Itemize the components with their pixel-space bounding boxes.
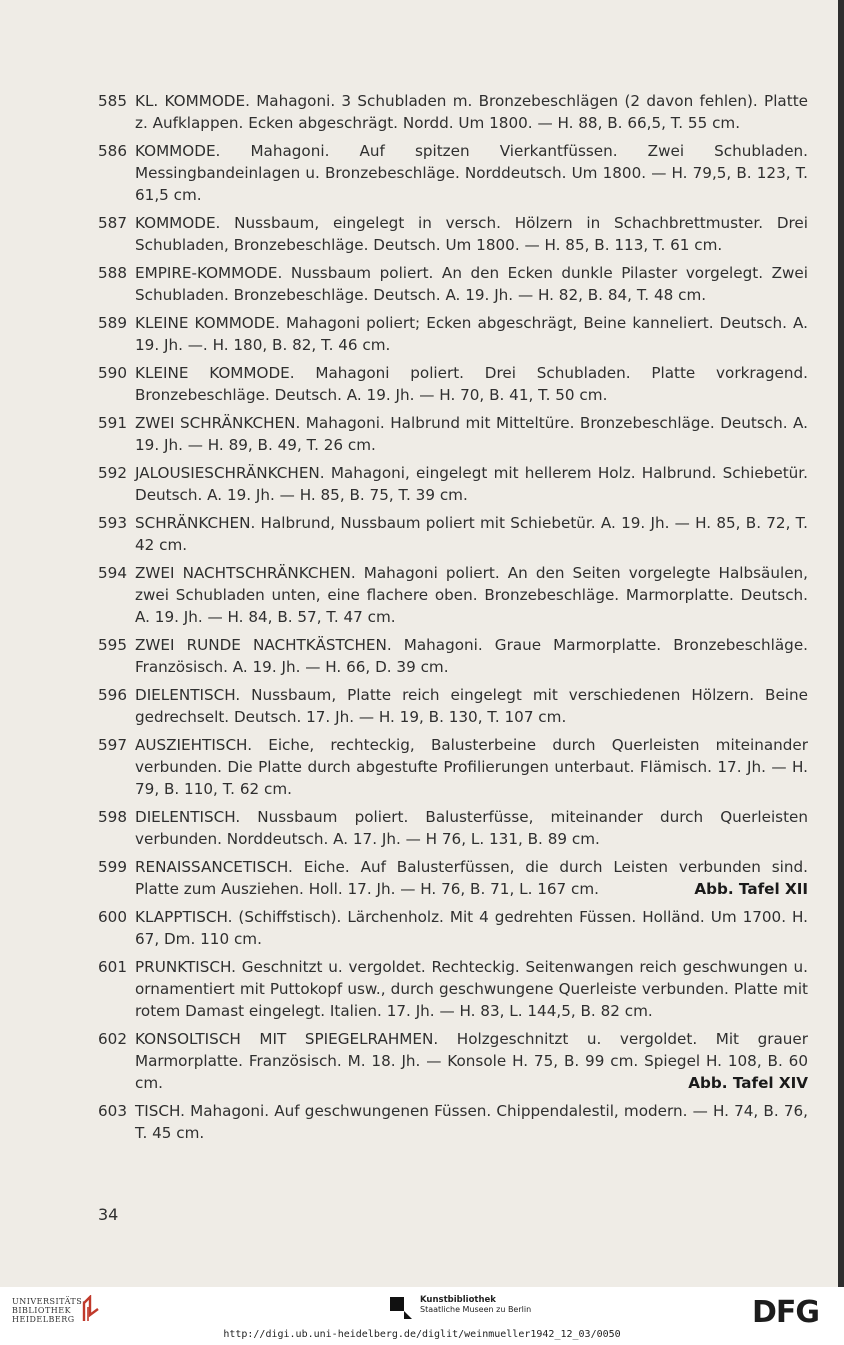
entry-text-block [135, 562, 808, 628]
dfg-logo[interactable]: DFG [752, 1295, 820, 1330]
heidelberg-emblem-icon [80, 1295, 102, 1323]
entry-description: SCHRÄNKCHEN. Halbrund, Nussbaum poliert mit Schiebetür. A. 19. Jh. — H. 85, B. 72, T. 42 cm. [135, 514, 808, 554]
entry-number: 595 [98, 636, 127, 654]
kunstbibliothek-label[interactable] [420, 1295, 531, 1315]
entry-number: 601 [98, 958, 127, 976]
entry-description: PRUNKTISCH. Geschnitzt u. vergoldet. Rechteckig. Seitenwangen reich geschwungen u. ornamentiert mit Puttokopf usw., durch geschwungene Querleiste verbunden. Platte mit rotem Damast eingelegt. Italien. 17. Jh. — H. 83, L. 144,5, B. 82 cm. [135, 958, 808, 1020]
entry-text-block [135, 1028, 808, 1094]
entry-number: 594 [98, 564, 127, 582]
entry-text-block [135, 362, 808, 406]
footer-bar [0, 1287, 844, 1345]
catalog-entry [98, 512, 808, 556]
entry-description: RENAISSANCETISCH. Eiche. Auf Balusterfüssen, die durch Leisten verbunden sind. Platte zum Ausziehen. Holl. 17. Jh. — H. 76, B. 71, L. 167 cm. [135, 858, 808, 898]
entry-description: KLEINE KOMMODE. Mahagoni poliert; Ecken abgeschrägt, Beine kanneliert. Deutsch. A. 19. Jh. —. H. 180, B. 82, T. 46 cm. [135, 314, 808, 354]
entry-number: 591 [98, 414, 127, 432]
catalog-entry [98, 906, 808, 950]
entry-text-block [135, 806, 808, 850]
catalog-entry [98, 212, 808, 256]
catalog-entry [98, 634, 808, 678]
entry-number: 602 [98, 1030, 127, 1048]
uni-line-3: HEIDELBERG [12, 1315, 75, 1324]
entry-description: DIELENTISCH. Nussbaum, Platte reich eingelegt mit verschiedenen Hölzern. Beine gedrechselt. Deutsch. 17. Jh. — H. 19, B. 130, T. 107 cm. [135, 686, 808, 726]
entry-number: 600 [98, 908, 127, 926]
kunstbibliothek-logo-icon [388, 1295, 414, 1321]
entry-text-block [135, 684, 808, 728]
entry-number: 593 [98, 514, 127, 532]
entry-description: ZWEI RUNDE NACHTKÄSTCHEN. Mahagoni. Graue Marmorplatte. Bronzebeschläge. Französisch. A. 19. Jh. — H. 66, D. 39 cm. [135, 636, 808, 676]
entry-description: AUSZIEHTISCH. Eiche, rechteckig, Balusterbeine durch Querleisten miteinander verbunden. Die Platte durch abgestufte Profilierungen unterbaut. Flämisch. 17. Jh. — H. 79, B. 110, T. 62 cm. [135, 736, 808, 798]
entry-number: 586 [98, 142, 127, 160]
page-number: 34 [98, 1205, 119, 1224]
catalog-entry [98, 262, 808, 306]
catalog-entry [98, 734, 808, 800]
entry-text-block [135, 956, 808, 1022]
entry-description: KOMMODE. Nussbaum, eingelegt in versch. Hölzern in Schachbrettmuster. Drei Schubladen, Bronzebeschläge. Deutsch. Um 1800. — H. 85, B. 113, T. 61 cm. [135, 214, 808, 254]
entry-number: 599 [98, 858, 127, 876]
catalog-entry [98, 362, 808, 406]
catalog-entry [98, 684, 808, 728]
entry-description: TISCH. Mahagoni. Auf geschwungenen Füssen. Chippendalestil, modern. — H. 74, B. 76, T. 45 cm. [135, 1102, 808, 1142]
uni-line-2: BIBLIOTHEK [12, 1306, 72, 1315]
entry-number: 590 [98, 364, 127, 382]
entry-number: 597 [98, 736, 127, 754]
entry-number: 585 [98, 92, 127, 110]
entry-text-block [135, 90, 808, 134]
entry-number: 603 [98, 1102, 127, 1120]
entry-description: DIELENTISCH. Nussbaum poliert. Balusterfüsse, miteinander durch Querleisten verbunden. Norddeutsch. A. 17. Jh. — H 76, L. 131, B. 89 cm. [135, 808, 808, 848]
catalog-entry [98, 140, 808, 206]
entry-text-block [135, 856, 808, 900]
entry-description: ZWEI NACHTSCHRÄNKCHEN. Mahagoni poliert. An den Seiten vorgelegte Halbsäulen, zwei Schubladen unten, eine flachere oben. Bronzebeschläge. Marmorplatte. Deutsch. A. 19. Jh. — H. 84, B. 57, T. 47 cm. [135, 564, 808, 626]
kb-title: Kunstbibliothek [420, 1295, 496, 1305]
entry-text-block [135, 512, 808, 556]
heidelberg-library-logo[interactable] [12, 1297, 86, 1324]
entry-text-block [135, 1100, 808, 1144]
entry-description: KONSOLTISCH MIT SPIEGELRAHMEN. Holzgeschnitzt u. vergoldet. Mit grauer Marmorplatte. Französisch. M. 18. Jh. — Konsole H. 75, B. 99 cm. Spiegel H. 108, B. 60 cm. [135, 1030, 808, 1092]
catalog-entry [98, 1028, 808, 1094]
entry-description: KL. KOMMODE. Mahagoni. 3 Schubladen m. Bronzebeschlägen (2 davon fehlen). Platte z. Aufklappen. Ecken abgeschrägt. Nordd. Um 1800. — H. 88, B. 66,5, T. 55 cm. [135, 92, 808, 132]
entry-text-block [135, 140, 808, 206]
plate-reference: Abb. Tafel XIV [688, 1074, 808, 1092]
catalog-entry [98, 856, 808, 900]
catalog-entry [98, 312, 808, 356]
catalog-entry [98, 1100, 808, 1144]
source-url[interactable]: http://digi.ub.uni-heidelberg.de/diglit/weinmueller1942_12_03/0050 [223, 1329, 621, 1340]
plate-reference: Abb. Tafel XII [694, 880, 808, 898]
catalog-entry [98, 806, 808, 850]
entry-description: ZWEI SCHRÄNKCHEN. Mahagoni. Halbrund mit Mitteltüre. Bronzebeschläge. Deutsch. A. 19. Jh. — H. 89, B. 49, T. 26 cm. [135, 414, 808, 454]
entry-number: 598 [98, 808, 127, 826]
entry-description: KLAPPTISCH. (Schiffstisch). Lärchenholz. Mit 4 gedrehten Füssen. Holländ. Um 1700. H. 67, Dm. 110 cm. [135, 908, 808, 948]
entry-description: KOMMODE. Mahagoni. Auf spitzen Vierkantfüssen. Zwei Schubladen. Messingbandeinlagen u. Bronzebeschläge. Norddeutsch. Um 1800. — H. 79,5, B. 123, T. 61,5 cm. [135, 142, 808, 204]
entry-number: 588 [98, 264, 127, 282]
entry-description: JALOUSIESCHRÄNKCHEN. Mahagoni, eingelegt mit hellerem Holz. Halbrund. Schiebetür. Deutsch. A. 19. Jh. — H. 85, B. 75, T. 39 cm. [135, 464, 808, 504]
entry-description: EMPIRE-KOMMODE. Nussbaum poliert. An den Ecken dunkle Pilaster vorgelegt. Zwei Schubladen. Bronzebeschläge. Deutsch. A. 19. Jh. — H. 82, B. 84, T. 48 cm. [135, 264, 808, 304]
entry-text-block [135, 634, 808, 678]
entry-text-block [135, 412, 808, 456]
entry-number: 592 [98, 464, 127, 482]
entry-text-block [135, 262, 808, 306]
catalog-entry [98, 90, 808, 134]
uni-line-1: UNIVERSITÄTS- [12, 1297, 86, 1306]
entry-text-block [135, 312, 808, 356]
entry-text-block [135, 734, 808, 800]
entry-description: KLEINE KOMMODE. Mahagoni poliert. Drei Schubladen. Platte vorkragend. Bronzebeschläge. Deutsch. A. 19. Jh. — H. 70, B. 41, T. 50 cm. [135, 364, 808, 404]
entry-number: 589 [98, 314, 127, 332]
entry-text-block [135, 462, 808, 506]
entry-text-block [135, 906, 808, 950]
kb-subtitle: Staatliche Museen zu Berlin [420, 1305, 532, 1314]
catalog-entry [98, 462, 808, 506]
entry-text-block [135, 212, 808, 256]
catalog-entry [98, 562, 808, 628]
entry-number: 596 [98, 686, 127, 704]
catalog-entries [98, 90, 808, 1150]
catalog-entry [98, 412, 808, 456]
entry-number: 587 [98, 214, 127, 232]
catalog-entry [98, 956, 808, 1022]
